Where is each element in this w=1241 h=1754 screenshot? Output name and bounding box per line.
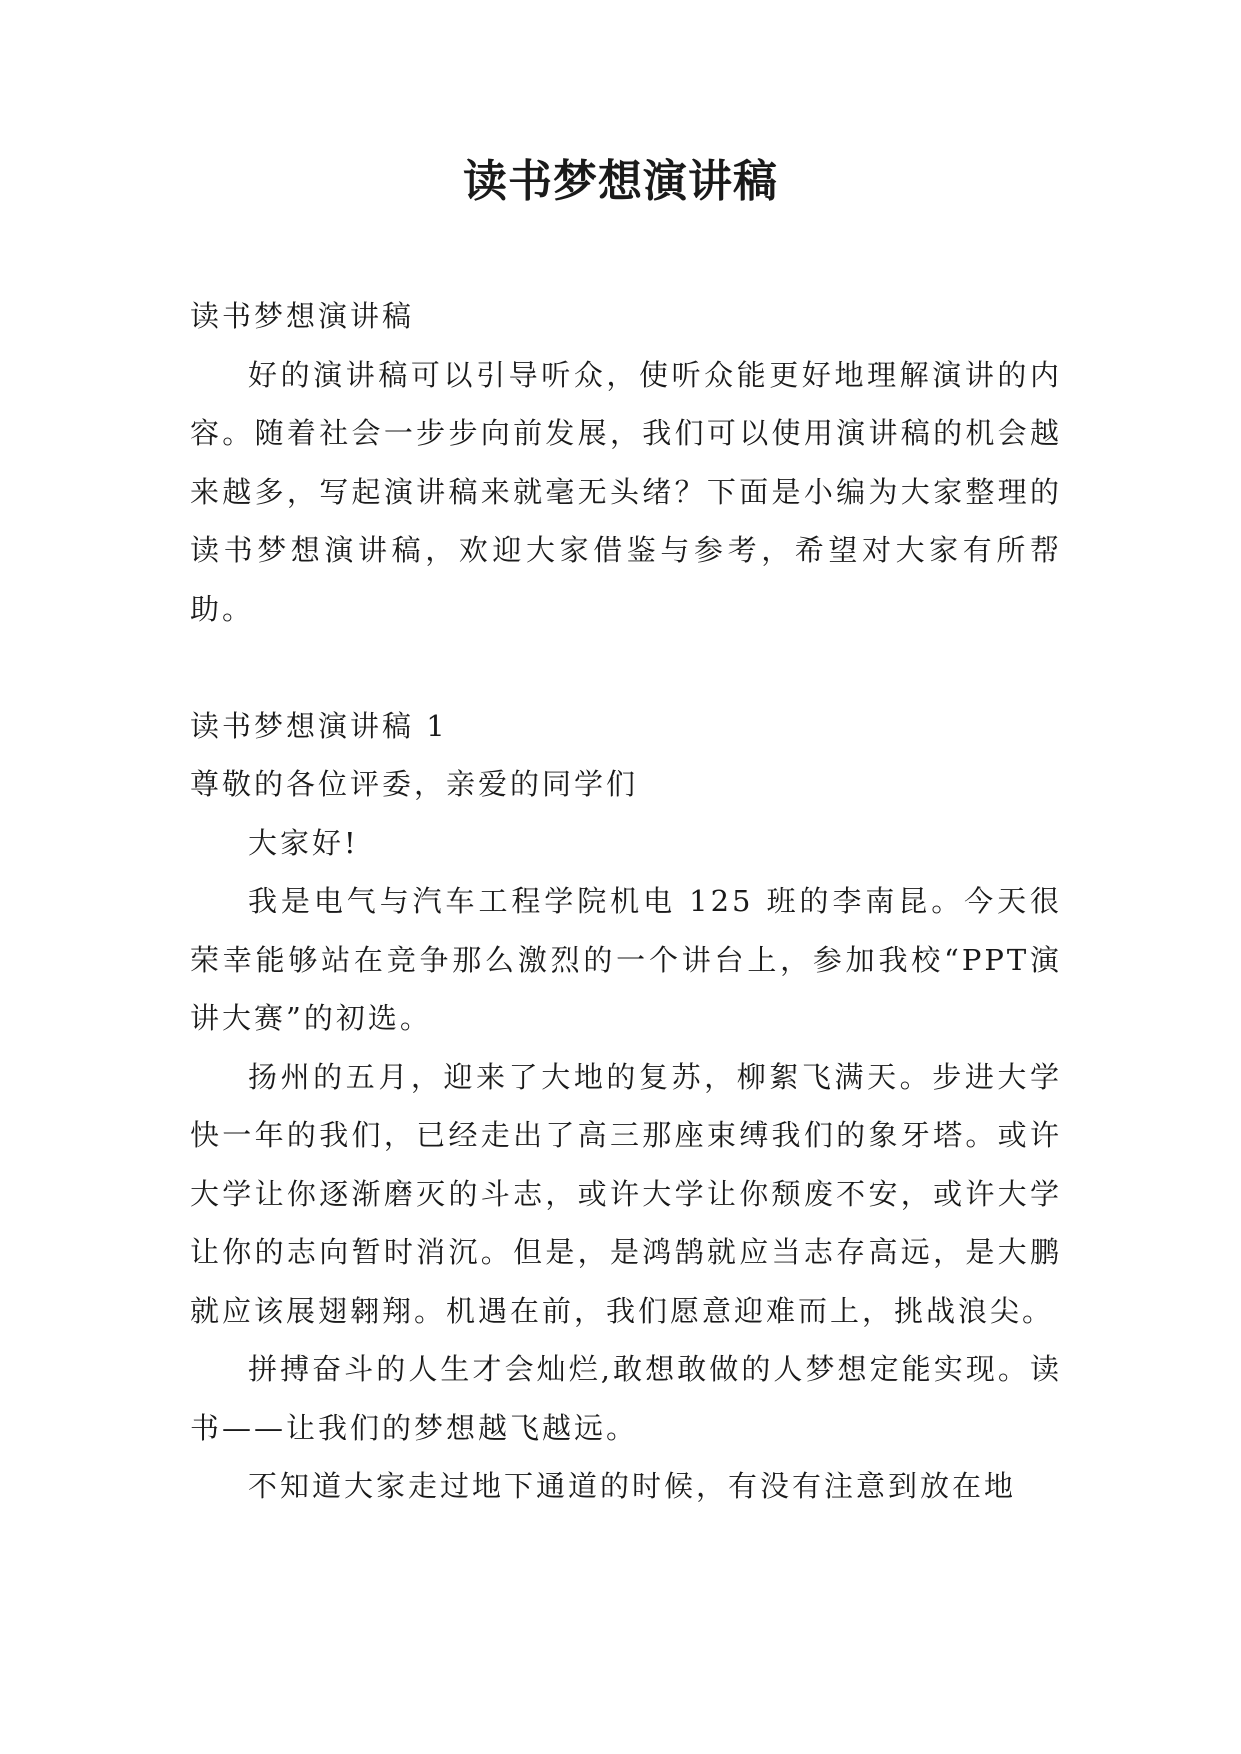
document-body <box>190 287 1062 1516</box>
body-paragraph: 我是电气与汽车工程学院机电 125 班的李南昆。今天很荣幸能够站在竞争那么激烈的一个讲台上，参加我校“PPT演讲大赛”的初选。 <box>190 884 1062 1035</box>
salutation: 尊敬的各位评委，亲爱的同学们 <box>190 767 639 801</box>
section-spacer <box>190 638 1062 697</box>
subtitle: 读书梦想演讲稿 <box>190 299 415 333</box>
document-title: 读书梦想演讲稿 <box>463 156 778 207</box>
intro-paragraph: 好的演讲稿可以引导听众，使听众能更好地理解演讲的内容。随着社会一步步向前发展，我们可以使用演讲稿的机会越来越多，写起演讲稿来就毫无头绪？下面是小编为大家整理的读书梦想演讲稿，欢迎大家借鉴与参考，希望对大家有所帮助。 <box>190 357 1062 626</box>
body-paragraph: 不知道大家走过地下通道的时候，有没有注意到放在地 <box>248 1469 1017 1503</box>
greeting: 大家好! <box>248 825 359 860</box>
body-paragraph: 扬州的五月，迎来了大地的复苏，柳絮飞满天。步进大学快一年的我们，已经走出了高三那座束缚我们的象牙塔。或许大学让你逐渐磨灭的斗志，或许大学让你颓废不安，或许大学让你的志向暂时消沉。但是，是鸿鹄就应当志存高远，是大鹏就应该展翅翱翔。机遇在前，我们愿意迎难而上，挑战浪尖。 <box>190 1059 1062 1328</box>
body-paragraph: 拼搏奋斗的人生才会灿烂,敢想敢做的人梦想定能实现。读书——让我们的梦想越飞越远。 <box>190 1352 1062 1445</box>
section-heading: 读书梦想演讲稿 1 <box>190 708 448 743</box>
